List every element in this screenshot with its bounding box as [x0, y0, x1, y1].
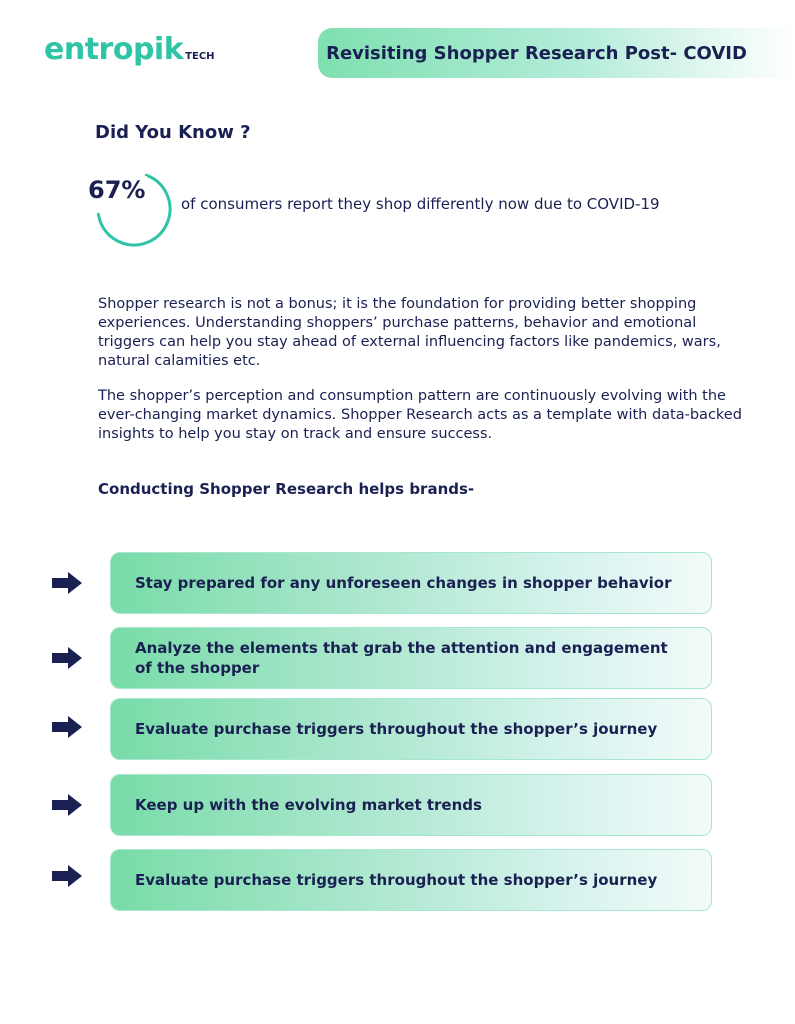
perception-paragraph: The shopper’s perception and consumption pattern are continuously evolving with the ever-changing market dynamics. Shopper Research acts as a template with data-backed insights to help you stay on track and ensure success.	[98, 388, 742, 442]
benefit-card	[110, 552, 712, 614]
stat-description: of consumers report they shop differently now due to COVID-19	[181, 195, 660, 213]
benefit-card	[110, 627, 712, 689]
arrow-right-icon	[52, 794, 82, 816]
page-title: Revisiting Shopper Research Post- COVID	[326, 42, 747, 64]
arrow-right-icon	[52, 647, 82, 669]
did-you-know-heading: Did You Know ?	[95, 122, 251, 143]
stat-value: 67%	[88, 176, 146, 204]
intro-paragraph: Shopper research is not a bonus; it is the foundation for providing better shopping experiences. Understanding shoppers’ purchase patterns, behavior and emotional triggers can help you stay ahead of external influencing factors like pandemics, wars, natural calamities etc.	[98, 296, 721, 369]
benefit-card	[110, 698, 712, 760]
benefit-text: Stay prepared for any unforeseen changes in shopper behavior	[135, 574, 672, 592]
title-banner	[318, 28, 795, 78]
benefit-text: Analyze the elements that grab the attention and engagement of the shopper	[135, 639, 668, 677]
arrow-right-icon	[52, 865, 82, 887]
logo	[44, 32, 215, 67]
benefit-text: Evaluate purchase triggers throughout the shopper’s journey	[135, 720, 658, 738]
benefits-heading: Conducting Shopper Research helps brands-	[98, 480, 475, 498]
benefit-text: Evaluate purchase triggers throughout the shopper’s journey	[135, 871, 658, 889]
benefit-card	[110, 774, 712, 836]
logo-wordmark: entropik	[44, 32, 184, 67]
logo-subtext: TECH	[185, 51, 215, 62]
benefit-card	[110, 849, 712, 911]
arrow-right-icon	[52, 716, 82, 738]
benefit-text: Keep up with the evolving market trends	[135, 796, 482, 814]
arrow-right-icon	[52, 572, 82, 594]
